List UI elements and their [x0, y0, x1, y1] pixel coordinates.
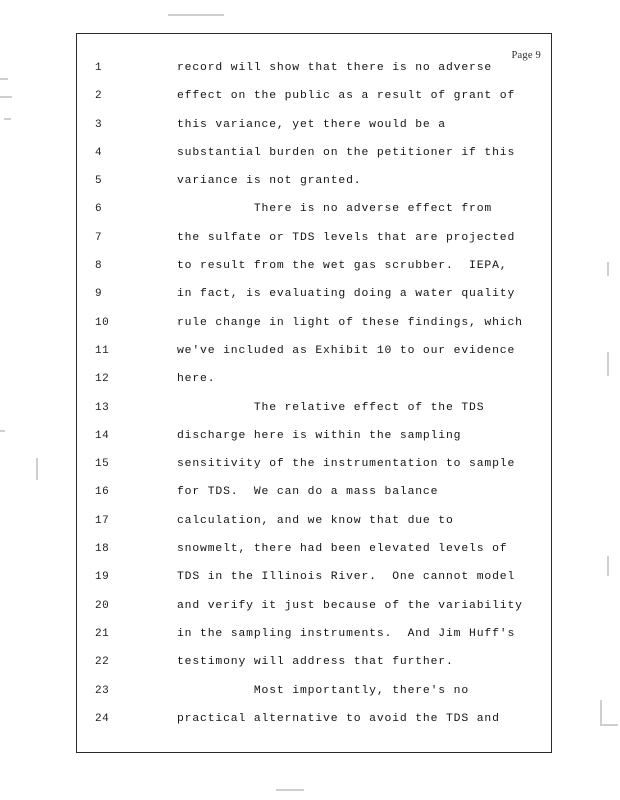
transcript-line [95, 543, 547, 571]
line-text: this variance, yet there would be a [177, 118, 446, 131]
scan-artifact [36, 458, 38, 480]
transcript-line [95, 515, 547, 543]
transcript-line [95, 260, 547, 288]
transcript-line [95, 486, 547, 514]
transcript-line [95, 288, 547, 316]
transcript-line [95, 90, 547, 118]
line-number: 18 [95, 543, 110, 556]
line-text: to result from the wet gas scrubber. IEPA, [177, 260, 508, 273]
line-text: rule change in light of these findings, which [177, 316, 523, 329]
line-number: 15 [95, 458, 110, 471]
line-number: 22 [95, 656, 110, 669]
line-text: Most importantly, there's no [177, 684, 470, 697]
transcript-line [95, 62, 547, 90]
line-text: record will show that there is no adverse [177, 62, 493, 74]
transcript-line [95, 402, 547, 430]
transcript-line [95, 175, 547, 203]
transcript-line [95, 628, 547, 656]
line-text: and verify it just because of the variability [177, 599, 523, 612]
line-text: we've included as Exhibit 10 to our evidence [177, 344, 516, 357]
transcript-line [95, 373, 547, 401]
scan-artifact [168, 14, 224, 16]
line-number: 24 [95, 712, 110, 725]
line-text: snowmelt, there had been elevated levels of [177, 543, 508, 556]
page-number-label: Page 9 [511, 50, 541, 61]
scan-artifact [600, 700, 602, 726]
line-text: The relative effect of the TDS [177, 401, 485, 414]
page-curl-artifact [0, 676, 20, 714]
line-text: here. [177, 373, 216, 386]
line-text: variance is not granted. [177, 175, 362, 188]
line-number: 19 [95, 571, 110, 584]
transcript-line [95, 685, 547, 713]
line-text: the sulfate or TDS levels that are projected [177, 231, 516, 244]
transcript-body [77, 62, 551, 741]
line-number: 4 [95, 146, 103, 159]
line-number: 6 [95, 203, 103, 216]
transcript-line [95, 430, 547, 458]
scan-artifact [0, 430, 5, 432]
line-number: 2 [95, 90, 103, 103]
line-text: practical alternative to avoid the TDS and [177, 712, 500, 725]
transcript-line [95, 345, 547, 373]
line-number: 8 [95, 260, 103, 273]
line-number: 10 [95, 316, 110, 329]
line-number: 11 [95, 344, 110, 357]
transcript-line [95, 119, 547, 147]
transcript-line [95, 147, 547, 175]
line-number: 23 [95, 684, 110, 697]
line-number: 17 [95, 514, 110, 527]
line-text: calculation, and we know that due to [177, 514, 454, 527]
line-text: discharge here is within the sampling [177, 429, 462, 442]
transcript-line [95, 317, 547, 345]
line-number: 13 [95, 401, 110, 414]
line-number: 9 [95, 288, 103, 301]
line-number: 1 [95, 62, 103, 74]
line-text: in the sampling instruments. And Jim Huff's [177, 627, 516, 640]
transcript-line [95, 656, 547, 684]
transcript-page [76, 33, 552, 753]
line-text: testimony will address that further. [177, 656, 454, 669]
line-number: 16 [95, 486, 110, 499]
page-curl-artifact [0, 372, 20, 410]
line-text: effect on the public as a result of grant of [177, 90, 516, 103]
line-number: 21 [95, 627, 110, 640]
line-number: 3 [95, 118, 103, 131]
line-number: 7 [95, 231, 103, 244]
line-text: There is no adverse effect from [177, 203, 493, 216]
transcript-line [95, 232, 547, 260]
line-number: 5 [95, 175, 103, 188]
line-text: TDS in the Illinois River. One cannot model [177, 571, 516, 584]
transcript-line [95, 203, 547, 231]
scan-artifact [607, 556, 609, 576]
line-number: 20 [95, 599, 110, 612]
line-number: 12 [95, 373, 110, 386]
scan-artifact [600, 724, 618, 726]
transcript-line [95, 571, 547, 599]
line-text: substantial burden on the petitioner if this [177, 146, 516, 159]
line-number: 14 [95, 429, 110, 442]
scan-artifact [4, 118, 11, 120]
scan-artifact [607, 352, 609, 376]
transcript-line [95, 713, 547, 741]
scan-artifact [607, 262, 609, 276]
transcript-line [95, 600, 547, 628]
scan-artifact [0, 78, 8, 80]
line-text: for TDS. We can do a mass balance [177, 486, 439, 499]
scan-artifact [276, 789, 304, 791]
line-text: sensitivity of the instrumentation to sample [177, 458, 516, 471]
line-text: in fact, is evaluating doing a water quality [177, 288, 516, 301]
transcript-line [95, 458, 547, 486]
scan-artifact [0, 96, 12, 98]
